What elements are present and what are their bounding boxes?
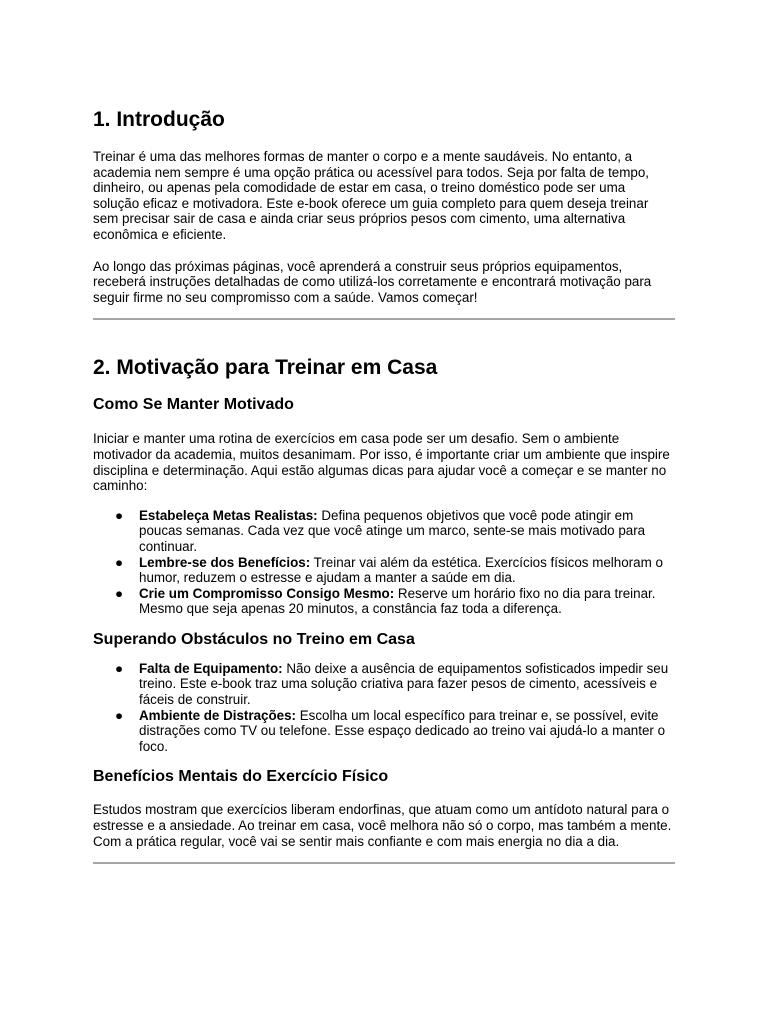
list-item <box>93 508 675 555</box>
bullet-icon: ● <box>115 554 124 570</box>
list-item-bold: Estabeleça Metas Realistas: <box>139 507 318 523</box>
list-item-bold: Crie um Compromisso Consigo Mesmo: <box>139 585 395 601</box>
bullet-icon: ● <box>115 507 124 523</box>
list-item-text: Reserve um horário fixo no dia para treinar. Mesmo que seja apenas 20 minutos, a constância faz toda a diferença. <box>139 585 656 617</box>
section-divider <box>93 862 675 864</box>
list-item-bold: Ambiente de Distrações: <box>139 707 297 723</box>
subheading-obstacles: Superando Obstáculos no Treino em Casa <box>93 630 415 648</box>
bullet-icon: ● <box>115 707 124 723</box>
section-divider <box>93 318 675 320</box>
motivation-paragraph: Iniciar e manter uma rotina de exercícios em casa pode ser um desafio. Sem o ambiente motivador da academia, muitos desanimam. Por isso, é importante criar um ambiente que inspire disciplina e determinação. Aqui estão algumas dicas para ajudar você a começar e se manter no caminho: <box>93 431 670 494</box>
list-item-text: Escolha um local específico para treinar e, se possível, evite distrações como TV ou telefone. Esse espaço dedicado ao treino vai ajudá-lo a manter o foco. <box>139 707 666 754</box>
bullet-icon: ● <box>115 585 124 601</box>
list-item <box>93 708 675 755</box>
intro-paragraph-1: Treinar é uma das melhores formas de manter o corpo e a mente saudáveis. No entanto, a academia nem sempre é uma opção prática ou acessível para todos. Seja por falta de tempo, dinheiro, ou apenas pela comodidade de estar em casa, o treino doméstico pode ser uma solução eficaz e motivadora. Este e-book oferece um guia completo para quem deseja treinar sem precisar sair de casa e ainda criar seus próprios pesos com cimento, uma alternativa econômica e eficiente. <box>93 149 650 242</box>
intro-paragraph-2: Ao longo das próximas páginas, você aprenderá a construir seus próprios equipamentos, receberá instruções detalhadas de como utilizá-los corretamente e encontrará motivação para seguir firme no seu compromisso com a saúde. Vamos começar! <box>93 258 652 305</box>
list-item <box>93 661 675 708</box>
list-item-text: Não deixe a ausência de equipamentos sofisticados impedir seu treino. Este e-book traz uma solução criativa para fazer pesos de cimento, acessíveis e fáceis de construir. <box>139 660 669 708</box>
list-item-bold: Falta de Equipamento: <box>139 660 283 676</box>
list-item-text: Defina pequenos objetivos que você pode atingir em poucas semanas. Cada vez que você atinge um marco, sente-se mais motivado para continuar. <box>139 507 646 554</box>
tips-list <box>93 508 675 617</box>
list-item <box>93 586 675 617</box>
list-item-text: Treinar vai além da estética. Exercícios físicos melhoram o humor, reduzem o estresse e ajudam a manter a saúde em dia. <box>139 554 663 586</box>
section-title-introduction: 1. Introdução <box>93 108 225 131</box>
list-item <box>93 555 675 586</box>
mental-benefits-paragraph: Estudos mostram que exercícios liberam endorfinas, que atuam como um antídoto natural para o estresse e a ansiedade. Ao treinar em casa, você melhora não só o corpo, mas também a mente. Com a prática regular, você vai se sentir mais confiante e com mais energia no dia a dia. <box>93 802 672 849</box>
section-title-motivation: 2. Motivação para Treinar em Casa <box>93 356 438 380</box>
bullet-icon: ● <box>115 660 124 676</box>
subheading-mental-benefits: Benefícios Mentais do Exercício Físico <box>93 768 389 786</box>
subheading-stay-motivated: Como Se Manter Motivado <box>93 396 294 414</box>
obstacles-list <box>93 661 675 755</box>
document-content <box>93 106 675 864</box>
list-item-bold: Lembre-se dos Benefícios: <box>139 554 311 570</box>
